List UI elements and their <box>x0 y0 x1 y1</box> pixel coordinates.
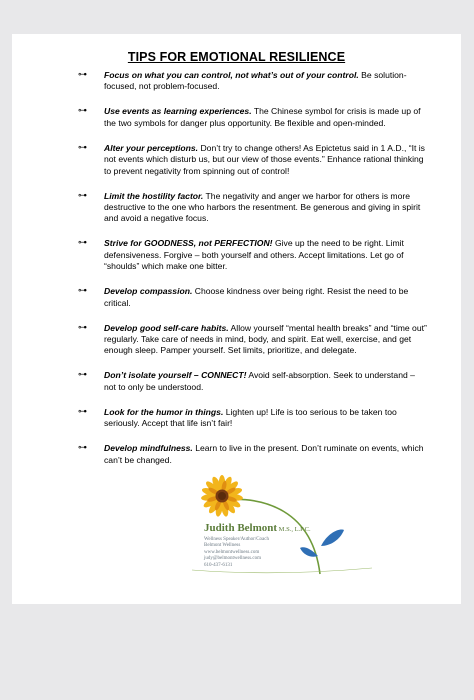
bullet-icon: ⊶ <box>78 370 87 381</box>
tip-item <box>12 238 461 272</box>
author-phone-line: 610-437-6131 <box>204 562 233 568</box>
tip-item <box>12 143 461 177</box>
document-title: TIPS FOR EMOTIONAL RESILIENCE <box>127 50 346 64</box>
tip-item <box>12 370 461 393</box>
bullet-icon: ⊶ <box>78 286 87 297</box>
author-logo <box>184 470 374 580</box>
tip-text: Lighten up! Life is too serious to be taken too seriously. Accept that life isn’t fair! <box>104 406 397 429</box>
tip-text: Be solution-focused, not problem-focused. <box>104 70 407 92</box>
tip-text: Learn to live in the present. Don’t ruminate on events, which can’t be changed. <box>104 443 424 465</box>
tip-heading: Develop mindfulness. <box>104 443 193 454</box>
author-contact-block <box>204 537 269 569</box>
tip-item <box>12 106 461 129</box>
tip-heading: Look for the humor in things. <box>104 406 224 417</box>
bullet-icon: ⊶ <box>78 406 87 417</box>
author-email-line: judy@belmontwellness.com <box>204 556 261 562</box>
author-website-line: www.belmontwellness.com <box>204 549 260 555</box>
author-name-text: Judith Belmont <box>204 522 278 534</box>
bullet-icon: ⊶ <box>78 238 87 249</box>
tip-heading: Develop compassion. <box>104 286 193 297</box>
tip-heading: Use events as learning experiences. <box>104 106 252 117</box>
tip-heading: Focus on what you can control, not what’s out of your control. <box>104 70 359 80</box>
author-name <box>204 522 311 534</box>
author-company-line: Belmont Wellness <box>204 543 241 549</box>
tip-item <box>12 443 461 466</box>
tip-heading: Alter your perceptions. <box>104 142 199 153</box>
bullet-icon: ⊶ <box>78 443 87 454</box>
tip-text: Give up the need to be right. Limit defensiveness. Forgive – both yourself and others. Accept limitations. Let go of “shoulds” which make one bitter. <box>104 238 404 272</box>
tip-text: Allow yourself “mental health breaks” and “time out” regularly. Take care of needs in mind, body, and spirit. Eat well, exercise, and get enough sleep. Pamper yourself. Set limits, prioritize, and delegate. <box>104 322 427 356</box>
tip-item <box>12 323 461 357</box>
tip-item <box>12 407 461 430</box>
tip-text: Choose kindness over being right. Resist the need to be critical. <box>104 286 409 308</box>
bullet-icon: ⊶ <box>78 190 87 201</box>
tip-item <box>12 191 461 225</box>
tip-heading: Limit the hostility factor. <box>104 190 204 201</box>
bullet-icon: ⊶ <box>78 142 87 153</box>
tip-text: The negativity and anger we harbor for others is more destructive to the one who harbors the resentment. Be generous and giving in spirit and avoid a negative focus. <box>104 190 421 224</box>
bullet-icon: ⊶ <box>78 322 87 333</box>
author-credentials: M.S., L.P.C. <box>277 526 311 533</box>
tip-text: The Chinese symbol for crisis is made up of the two symbols for danger plus opportunity. Be flexible and open-minded. <box>104 106 421 128</box>
tip-text: Don’t try to change others! As Epictetus said in 1 A.D., “It is not events which disturb us, but our view of those events.” Enhance rational thinking to prevent negativity from spinning out of control! <box>104 142 425 176</box>
author-title-line: Wellness Speaker/Author/Coach <box>204 537 269 542</box>
tip-heading: Develop good self-care habits. <box>104 322 229 333</box>
leaf-icon <box>321 530 344 546</box>
tip-text: Avoid self-absorption. Seek to understand – not to only be understood. <box>104 370 415 392</box>
tip-item <box>12 286 461 309</box>
document-page <box>12 34 461 604</box>
tip-item <box>12 70 461 93</box>
tip-heading: Strive for GOODNESS, not PERFECTION! <box>104 238 273 249</box>
sunflower-icon <box>201 475 243 517</box>
tip-heading: Don’t isolate yourself – CONNECT! <box>104 370 247 381</box>
tips-list <box>12 70 461 480</box>
bullet-icon: ⊶ <box>78 70 87 80</box>
bullet-icon: ⊶ <box>78 106 87 117</box>
